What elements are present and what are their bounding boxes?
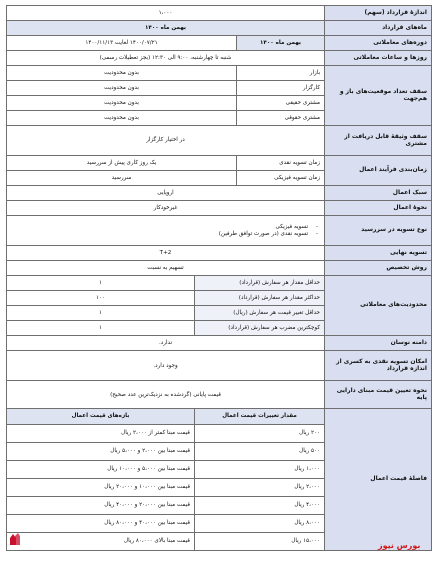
fractional-cash-value: وجود دارد.	[7, 351, 325, 381]
settlement-type-item: - تسویه فیزیکی	[9, 224, 322, 230]
contract-size-label: اندازهٔ قرارداد (سهم)	[325, 6, 432, 21]
exercise-price-change: ۵۰۰ ریال	[195, 442, 325, 460]
exercise-price-interval-label: فاصلهٔ قیمت اعمال	[325, 409, 432, 551]
row-exercise-method	[7, 201, 432, 216]
settlement-schedule-value: سررسید	[7, 171, 237, 186]
fractional-cash-label: امکان تسویه نقدی به کسری از اندازه قرارداد	[325, 351, 432, 381]
trading-limits-label: محدودیت‌های معاملاتی	[325, 276, 432, 336]
settlement-schedule-type: زمان تسویه نقدی	[237, 156, 325, 171]
exercise-price-change: ۲،۰۰۰ ریال	[195, 478, 325, 496]
row-trading-hours	[7, 51, 432, 66]
exercise-price-range: قیمت مبنا بین ۱۰،۰۰۰ و ۲۰،۰۰۰ ریال	[7, 478, 195, 496]
settlement-schedule-type: زمان تسویه فیزیکی	[237, 171, 325, 186]
fluctuation-value: ندارد.	[7, 336, 325, 351]
row-collateral-cap	[7, 126, 432, 156]
trading-limit-value: ۱	[7, 276, 195, 291]
open-positions-type: کارگزار	[237, 81, 325, 96]
row-open-positions	[7, 66, 432, 81]
open-positions-label: سقف تعداد موقعیت‌های باز و هم‌جهت	[325, 66, 432, 126]
allocation-label: روش تخصیص	[325, 261, 432, 276]
row-trading-limits	[7, 276, 432, 291]
brand-watermark: بورس نیوز	[378, 541, 421, 550]
collateral-cap-value: در اختیار کارگزار	[7, 126, 325, 156]
contract-spec-table	[6, 5, 432, 551]
exercise-price-change-header: مقدار تغییرات قیمت اعمال	[195, 409, 325, 424]
row-base-price	[7, 381, 432, 409]
exercise-price-change: ۱،۰۰۰ ریال	[195, 460, 325, 478]
settlement-schedule-value: یک روز کاری پیش از سررسید	[7, 156, 237, 171]
row-fractional-cash	[7, 351, 432, 381]
final-settlement-value: T+2	[7, 246, 325, 261]
row-contract-size	[7, 6, 432, 21]
trading-limit-value: ۱	[7, 306, 195, 321]
row-final-settlement	[7, 246, 432, 261]
row-contract-months	[7, 21, 432, 36]
exercise-price-range-header: بازه‌های قیمت اعمال	[7, 409, 195, 424]
bourse-news-logo-icon	[9, 532, 21, 546]
trading-limit-value: ۱۰۰	[7, 291, 195, 306]
collateral-cap-label: سقف وثیقهٔ قابل دریافت از مشتری	[325, 126, 432, 156]
exercise-price-range: قیمت مبنا بالای ۸۰،۰۰۰ ریال	[7, 532, 195, 550]
fluctuation-label: دامنه نوسان	[325, 336, 432, 351]
exercise-price-change: ۲۰۰ ریال	[195, 424, 325, 442]
open-positions-type: مشتری حقیقی	[237, 96, 325, 111]
settlement-type-item: - تسویه نقدی (در صورت توافق طرفین)	[9, 231, 322, 237]
trading-limit-type: کوچکترین مضرب هر سفارش (قرارداد)	[195, 321, 325, 336]
trading-periods-month: بهمن ماه ۱۴۰۰	[237, 36, 325, 51]
exercise-style-value: اروپایی	[7, 186, 325, 201]
trading-limit-type: حداقل تغییر قیمت هر سفارش (ریال)	[195, 306, 325, 321]
open-positions-value: بدون محدودیت	[7, 66, 237, 81]
allocation-value: تسهیم به نسبت	[7, 261, 325, 276]
contract-months-label: ماه‌های قرارداد	[325, 21, 432, 36]
exercise-price-range: قیمت مبنا بین ۲،۰۰۰ و ۵،۰۰۰ ریال	[7, 442, 195, 460]
base-price-label: نحوه تعیین قیمت مبنای دارایی پایه	[325, 381, 432, 409]
exercise-price-change: ۱۵،۰۰۰ ریال	[195, 532, 325, 550]
exercise-method-label: نحوهٔ اعمال	[325, 201, 432, 216]
row-allocation	[7, 261, 432, 276]
open-positions-value: بدون محدودیت	[7, 96, 237, 111]
open-positions-type: مشتری حقوقی	[237, 111, 325, 126]
final-settlement-label: تسویه نهایی	[325, 246, 432, 261]
row-settlement-schedule	[7, 156, 432, 171]
settlement-type-label: نوع تسویه در سررسید	[325, 216, 432, 246]
settlement-schedule-label: زمان‌بندی فرآیند اعمال	[325, 156, 432, 186]
trading-limit-type: حداقل مقدار هر سفارش (قرارداد)	[195, 276, 325, 291]
exercise-price-range: قیمت مبنا بین ۴۰،۰۰۰ و ۸۰،۰۰۰ ریال	[7, 514, 195, 532]
trading-periods-label: دوره‌های معاملاتی	[325, 36, 432, 51]
contract-months-value: بهمن ماه ۱۴۰۰	[7, 21, 325, 36]
trading-periods-dates: ۱۴۰۰/۰۷/۲۱ لغایت ۱۴۰۰/۱۱/۱۳	[7, 36, 237, 51]
open-positions-value: بدون محدودیت	[7, 81, 237, 96]
exercise-price-change: ۸،۰۰۰ ریال	[195, 514, 325, 532]
trading-limit-type: حداکثر مقدار هر سفارش (قرارداد)	[195, 291, 325, 306]
row-settlement-type	[7, 216, 432, 246]
trading-hours-value: شنبه تا چهارشنبه، ۹:۰۰ الی ۱۲:۳۰ (بجز تعطیلات رسمی)	[7, 51, 325, 66]
open-positions-type: بازار	[237, 66, 325, 81]
trading-hours-label: روزها و ساعات معاملاتی	[325, 51, 432, 66]
exercise-price-change: ۴،۰۰۰ ریال	[195, 496, 325, 514]
contract-size-value: ۱،۰۰۰	[7, 6, 325, 21]
row-trading-periods	[7, 36, 432, 51]
exercise-price-range: قیمت مبنا کمتر از ۲،۰۰۰ ریال	[7, 424, 195, 442]
exercise-method-value: غیرخودکار	[7, 201, 325, 216]
trading-limit-value: ۱	[7, 321, 195, 336]
exercise-price-range: قیمت مبنا بین ۲۰،۰۰۰ و ۴۰،۰۰۰ ریال	[7, 496, 195, 514]
row-exercise-price-header	[7, 409, 432, 424]
exercise-style-label: سبک اعمال	[325, 186, 432, 201]
open-positions-value: بدون محدودیت	[7, 111, 237, 126]
base-price-value: قیمت پایانی (گردشده به نزدیک‌ترین عدد صحیح)	[7, 381, 325, 409]
exercise-price-range: قیمت مبنا بین ۵،۰۰۰ و ۱۰،۰۰۰ ریال	[7, 460, 195, 478]
row-fluctuation	[7, 336, 432, 351]
settlement-type-values	[7, 216, 325, 246]
row-exercise-style	[7, 186, 432, 201]
